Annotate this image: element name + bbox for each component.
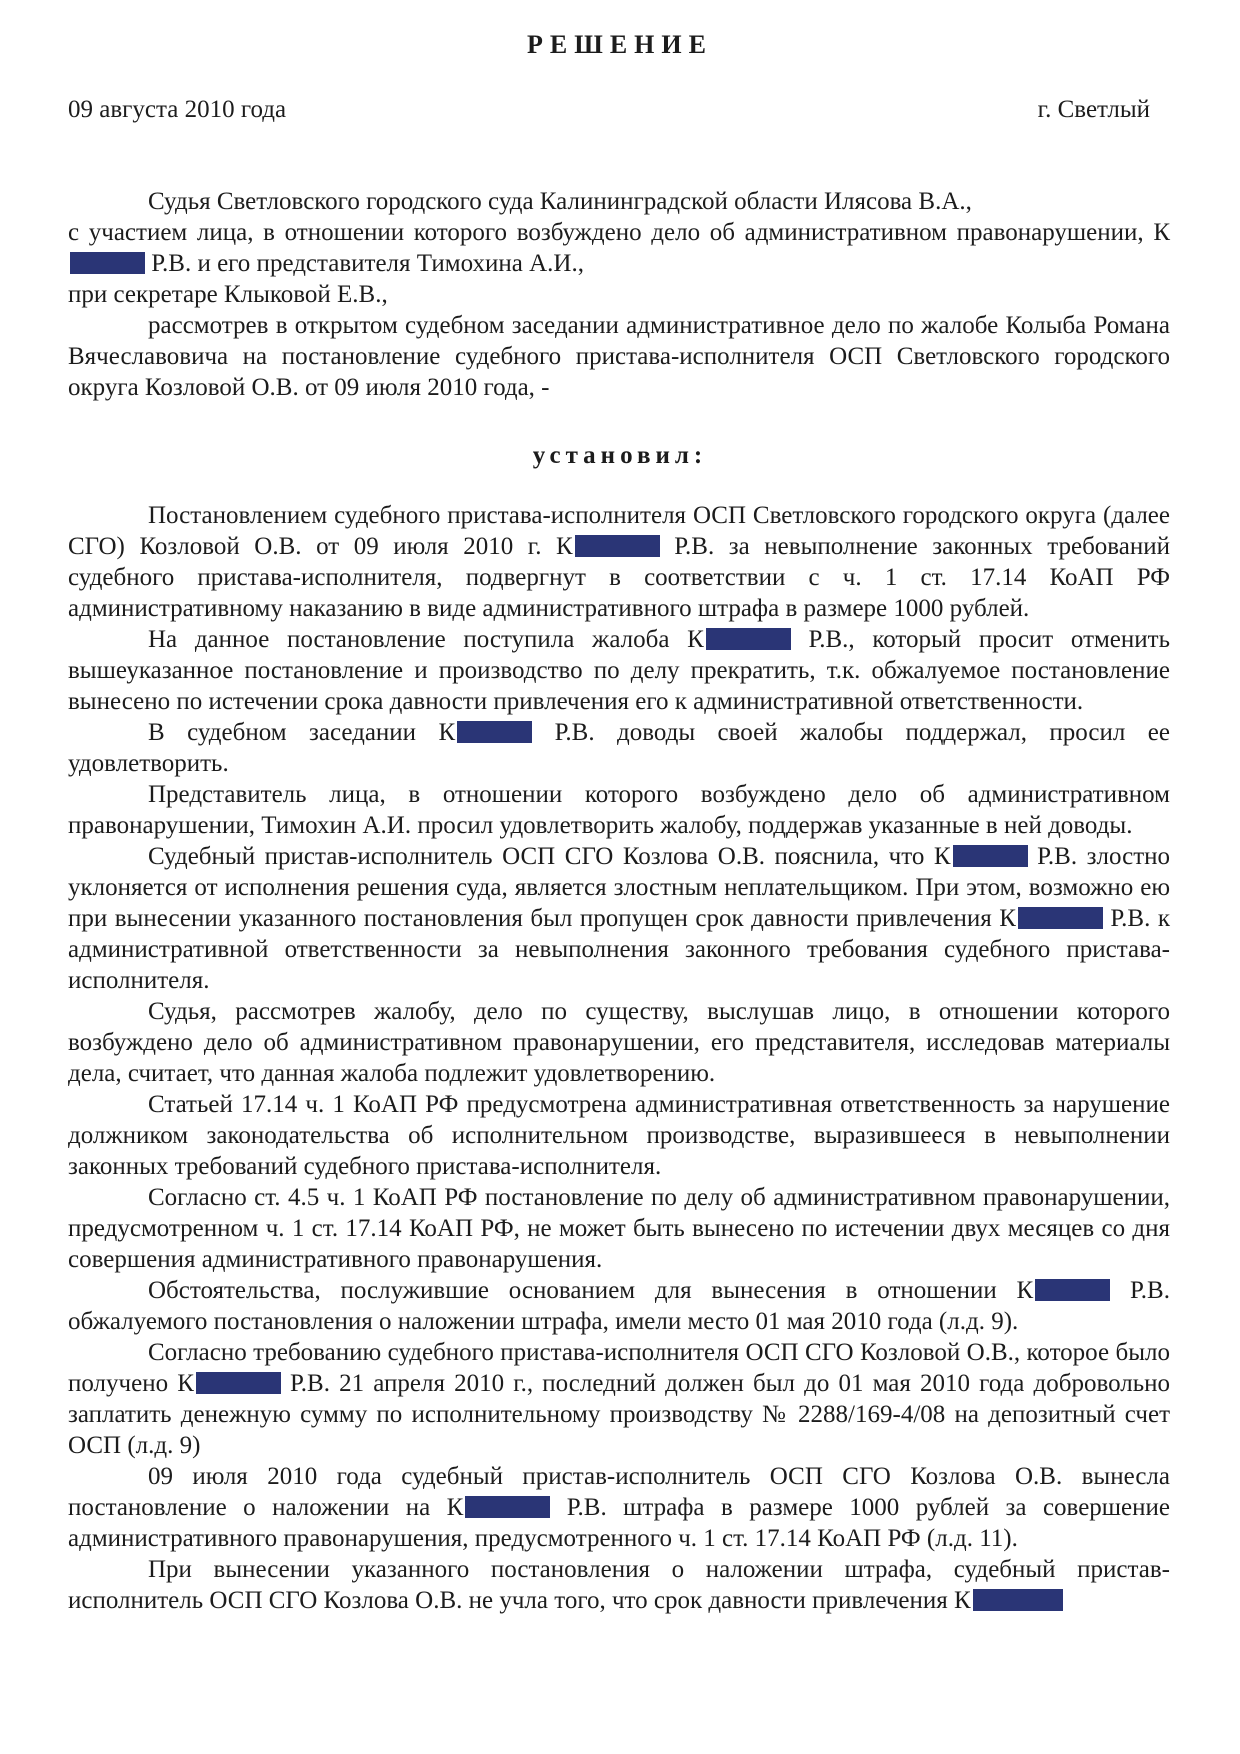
intro-block: [68, 186, 1170, 403]
redaction-bar: [1035, 1279, 1110, 1301]
document-body: [68, 500, 1170, 1616]
document-date: 09 августа 2010 года: [68, 96, 287, 123]
redaction-bar: [575, 535, 660, 557]
section-heading: установил:: [532, 442, 708, 469]
redaction-bar: [953, 845, 1028, 867]
intro-participants: с участием лица, в отношении которого возбуждено дело об административном правонарушении, К Р.В. и его представителя Тимохина А.И.,: [68, 219, 1170, 277]
paragraph: Постановлением судебного пристава-исполнителя ОСП Светловского городского округа (далее СГО) Козловой О.В. от 09 июля 2010 г. К Р.В. за невыполнение законных требований судебного пристава-исполнителя, подвергнут в соответствии с ч. 1 ст. 17.14 КоАП РФ административному наказанию в виде административного штрафа в размере 1000 рублей.: [68, 502, 1170, 622]
redaction-bar: [70, 252, 145, 274]
intro-secretary: при секретаре Клыковой Е.В.,: [68, 281, 388, 308]
document-city: г. Светлый: [1037, 96, 1150, 123]
redaction-bar: [1018, 907, 1103, 929]
paragraph: Обстоятельства, послужившие основанием для вынесения в отношении К Р.В. обжалуемого постановления о наложении штрафа, имели место 01 мая 2010 года (л.д. 9).: [68, 1277, 1170, 1335]
redaction-bar: [196, 1372, 281, 1394]
paragraph: В судебном заседании К Р.В. доводы своей жалобы поддержал, просил ее удовлетворить.: [68, 719, 1170, 777]
redaction-bar: [706, 628, 791, 650]
paragraph: При вынесении указанного постановления о наложении штрафа, судебный пристав-исполнитель ОСП СГО Козлова О.В. не учла того, что срок давности привлечения К: [68, 1556, 1170, 1614]
paragraph: Согласно требованию судебного пристава-исполнителя ОСП СГО Козловой О.В., которое было получено К Р.В. 21 апреля 2010 г., последний должен был до 01 мая 2010 года добровольно заплатить денежную сумму по исполнительному производству № 2288/169-4/08 на депозитный счет ОСП (л.д. 9): [68, 1339, 1171, 1459]
date-place-line: [68, 96, 1150, 124]
redaction-bar: [973, 1589, 1063, 1611]
intro-judge: Судья Светловского городского суда Калининградской области Илясова В.А.,: [148, 188, 972, 215]
paragraph: Судья, рассмотрев жалобу, дело по существу, выслушав лицо, в отношении которого возбуждено дело об административном правонарушении, его представителя, исследовав материалы дела, считает, что данная жалоба подлежит удовлетворению.: [68, 998, 1170, 1087]
paragraph: Представитель лица, в отношении которого возбуждено дело об административном правонарушении, Тимохин А.И. просил удовлетворить жалобу, поддержав указанные в ней доводы.: [68, 781, 1170, 839]
intro-considered: рассмотрев в открытом судебном заседании административное дело по жалобе Колыба Романа Вячеславовича на постановление судебного пристава-исполнителя ОСП Светловского городского округа Козловой О.В. от 09 июля 2010 года, -: [68, 312, 1170, 401]
paragraph: Судебный пристав-исполнитель ОСП СГО Козлова О.В. пояснила, что К Р.В. злостно уклоняется от исполнения решения суда, является злостным неплательщиком. При этом, возможно ею при вынесении указанного постановления был пропущен срок давности привлечения К Р.В. к административной ответственности за невыполнения законного требования судебного пристава-исполнителя.: [68, 843, 1171, 994]
paragraph: На данное постановление поступила жалоба К Р.В., который просит отменить вышеуказанное постановление и производство по делу прекратить, т.к. обжалуемое постановление вынесено по истечении срока давности привлечения его к административной ответственности.: [68, 626, 1170, 715]
paragraph: Согласно ст. 4.5 ч. 1 КоАП РФ постановление по делу об административном правонарушении, предусмотренном ч. 1 ст. 17.14 КоАП РФ, не может быть вынесено по истечении двух месяцев со дня совершения административного правонарушения.: [68, 1184, 1170, 1273]
redaction-bar: [465, 1496, 550, 1518]
redaction-bar: [457, 721, 532, 743]
document-title: РЕШЕНИЕ: [527, 30, 713, 59]
paragraph: Статьей 17.14 ч. 1 КоАП РФ предусмотрена административная ответственность за нарушение должником законодательства об исполнительном производстве, выразившееся в невыполнении законных требований судебного пристава-исполнителя.: [68, 1091, 1170, 1180]
paragraph: 09 июля 2010 года судебный пристав-исполнитель ОСП СГО Козлова О.В. вынесла постановление о наложении на К Р.В. штрафа в размере 1000 рублей за совершение административного правонарушения, предусмотренного ч. 1 ст. 17.14 КоАП РФ (л.д. 11).: [68, 1463, 1170, 1552]
